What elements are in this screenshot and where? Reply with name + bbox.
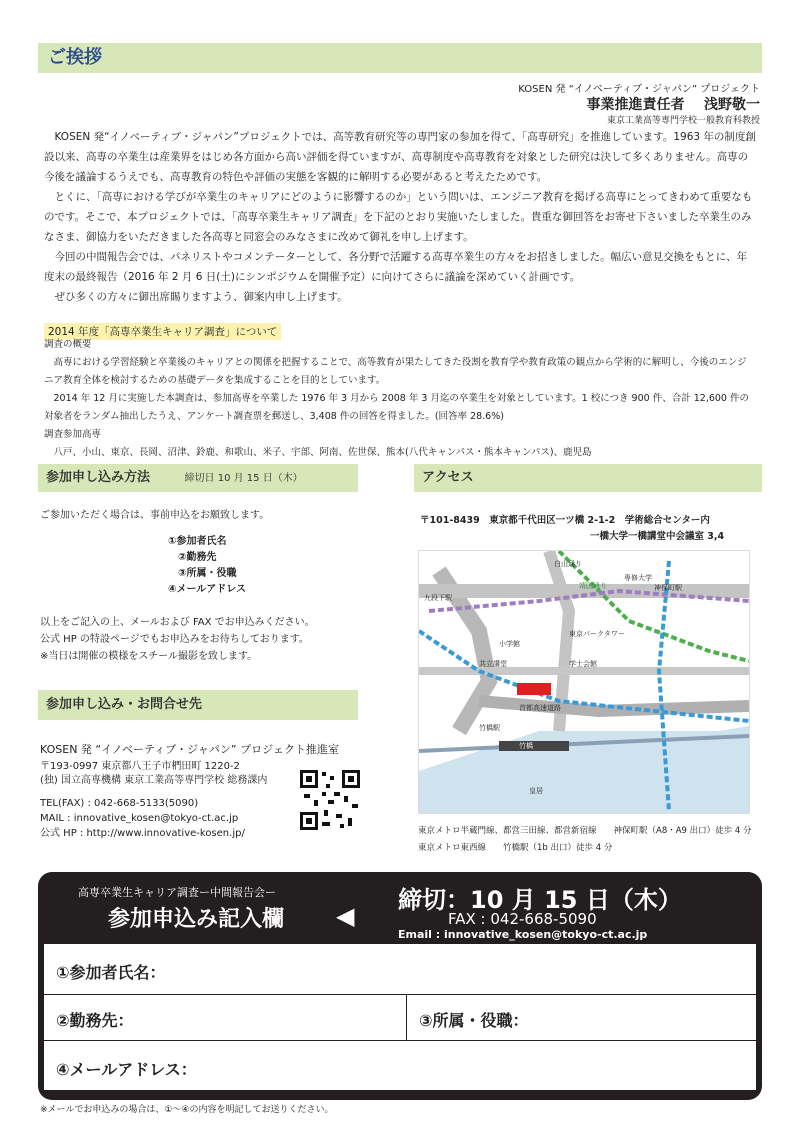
greeting-paragraph: 今回の中間報告会では、パネリストやコメンテーターとして、各分野で活躍する高専卒業生の方々をお招きしました。幅広い意見交換をもとに、年度末の最終報告（2016 年 2 月 6 日(土)にシンポジウムを開催予定）に向けてさらに議論を深めていく計画です。 [44, 251, 748, 283]
apply-heading: 参加申し込み方法 [46, 470, 151, 485]
survey-schools-label: 調査参加高専 [44, 429, 102, 440]
form-footnote: ※メールでお申込みの場合は、①〜④の内容を明記してお送りください。 [40, 1105, 334, 1115]
map-label-takebashi: 竹橋 [519, 742, 533, 750]
leader [587, 94, 761, 114]
contact-heading-bar [38, 690, 358, 720]
greeting-paragraph: ぜひ多くの方々に御出席賜りますよう、御案内申し上げます。 [54, 291, 348, 303]
form-deadline: 締切：10 月 15 日（木） [398, 886, 682, 914]
access-route2: 東京メトロ東西線 竹橋駅（1b 出口）徒歩 4 分 [418, 843, 613, 853]
apply-item: ③所属・役職 [178, 568, 237, 579]
survey-overview-paragraph: 高専における学習経験と卒業後のキャリアとの関係を把握することで、高等教育が果たしてきた役割を教育学や教育政策の観点から学術的に解明し、今後のエンジニア教育全体を検討するための基礎データを集成することを目的としています。 [44, 357, 747, 386]
map-label-yasukuni: 靖国通り [579, 582, 607, 590]
leader-affiliation: 東京工業高等専門学校一般教育科教授 [606, 116, 760, 126]
form-subtitle: 高専卒業生キャリア調査ー中間報告会ー [78, 886, 276, 899]
map-label-takebashi-station: 竹橋駅 [479, 724, 500, 732]
map-label-shirayama: 白山通り [554, 560, 582, 568]
email-label: ④メールアドレス： [56, 1060, 197, 1079]
access-address2: 一橋大学一橋講堂中会議室 3,4 [590, 531, 725, 542]
map-label-jinbocho: 神保町駅 [654, 584, 682, 592]
greeting-heading: ご挨拶 [48, 47, 102, 68]
apply-intro: ご参加いただく場合は、事前申込をお願致します。 [40, 510, 270, 521]
application-form [38, 872, 762, 1100]
affiliation-label: ③所属・役職： [419, 1011, 529, 1030]
greeting-heading-bar [38, 43, 762, 73]
apply-note: 公式 HP の特設ページでもお申込みをお待ちしております。 [40, 634, 309, 645]
arrow-left-icon: ◀ [336, 902, 355, 930]
survey-title: 2014 年度「高専卒業生キャリア調査」について [44, 323, 281, 340]
survey-overview-paragraph: 2014 年 12 月に実施した本調査は、参加高専を卒業した 1976 年 3 月から 2008 年 3 月迄の卒業生を対象としています。1 校につき 900 件、合計 12,600 件の対象者をランダム抽出したうえ、アンケート調査票を郵送し、3,408 件の回答を得ました。(回答率 28.6%) [44, 393, 749, 422]
contact-tel: TEL(FAX) : 042-668-5133(5090) [40, 798, 199, 809]
form-title: 参加申込み記入欄 [108, 907, 285, 932]
map-label-senshu: 専修大学 [624, 574, 652, 582]
survey-body [44, 336, 756, 462]
apply-item: ②勤務先 [178, 552, 217, 563]
access-heading: アクセス [422, 470, 474, 485]
workplace-label: ②勤務先： [56, 1011, 134, 1030]
map-label-shogakukan: 小学館 [499, 640, 520, 648]
apply-item: ④メールアドレス [168, 584, 246, 595]
form-email: Email : innovative_kosen@tokyo-ct.ac.jp [398, 928, 648, 941]
map-label-expressway: 首都高速道路 [519, 704, 561, 712]
contact-hp[interactable]: 公式 HP : http://www.innovative-kosen.jp/ [40, 828, 245, 839]
access-heading-bar [414, 464, 762, 492]
greeting-paragraph: とくに、「高専における学びが卒業生のキャリアにどのように影響するのか」という問いは、エンジニア教育を掲げる高専にとってきわめて重要なものです。そこで、本プロジェクトでは、「高専卒業生キャリア調査」を下記のとおり実施いたしました。貴重な御回答をお寄せ下さいました卒業生のみなさま、御協力をいただきました各高専と同窓会のみなさまに改めて御礼を申し上げます。 [44, 191, 753, 243]
survey-schools: 八戸、小山、東京、長岡、沼津、鈴鹿、和歌山、米子、宇部、阿南、佐世保、熊本(八代キャンパス・熊本キャンパス)、鹿児島 [53, 447, 592, 458]
survey-overview-label: 調査の概要 [44, 339, 92, 350]
form-fields [44, 944, 756, 1090]
participant-name-label: ①参加者氏名： [56, 963, 166, 982]
contact-links [40, 796, 245, 841]
form-fax: FAX : 042-668-5090 [448, 910, 597, 928]
access-address1: 〒101-8439 東京都千代田区一ツ橋 2-1-2 学術総合センター内 [420, 515, 710, 526]
apply-notes [40, 614, 315, 665]
apply-note: ※当日は開催の模様をスチール撮影を致します。 [40, 651, 258, 662]
map-label-gakushikaikan: 学士会館 [569, 660, 597, 668]
access-map[interactable] [418, 550, 750, 814]
qr-code[interactable] [300, 770, 360, 830]
contact-heading: 参加申し込み・お問合せ先 [46, 697, 203, 712]
apply-heading-bar [38, 464, 358, 492]
affiliation-field[interactable] [406, 994, 756, 1041]
contact-mail[interactable]: MAIL : innovative_kosen@tokyo-ct.ac.jp [40, 813, 239, 824]
leader-name: 浅野敬一 [704, 97, 760, 113]
contact-org: KOSEN 発 “イノベーティブ・ジャパン” プロジェクト推進室 [40, 743, 339, 756]
email-field[interactable] [44, 1041, 756, 1091]
contact-line: 〒193-0997 東京都八王子市椚田町 1220-2 [40, 761, 240, 772]
contact-lines [40, 760, 267, 788]
venue-marker [517, 683, 551, 695]
map-label-kudanshita-station: 九段下駅 [424, 594, 452, 602]
access-route1: 東京メトロ半蔵門線、都営三田線、都営新宿線 神保町駅（A8・A9 出口）徒歩 4 分 [418, 826, 752, 836]
map-label-park-tower: 東京パークタワー [569, 630, 625, 638]
apply-deadline: 締切日 10 月 15 日（木） [184, 473, 303, 484]
contact-line: (独) 国立高専機構 東京工業高等専門学校 総務課内 [40, 775, 268, 786]
project-line: KOSEN 発 “イノベーティブ・ジャパン” プロジェクト [518, 84, 760, 95]
leader-title: 事業推進責任者 [586, 97, 685, 113]
map-label-kyoritsu: 共立講堂 [479, 660, 507, 668]
apply-item: ①参加者氏名 [168, 536, 227, 547]
greeting-body [44, 127, 756, 307]
apply-items [168, 534, 246, 598]
greeting-paragraph: KOSEN 発“イノベーティブ・ジャパン”プロジェクトでは、高等教育研究等の専門家の参加を得て、「高専研究」を推進しています。1963 年の制度創設以来、高専の卒業生は産業界をはじめ各方面から高い評価を得ていますが、高専制度や高専教育を対象とした研究は決して多くありません。高専の今後を議論するうえでも、高専教育の特色や評価の実態を客観的に解明する必要があると考えたためです。 [44, 131, 756, 183]
workplace-field[interactable] [44, 994, 406, 1041]
map-label-kokyo: 皇居 [529, 787, 543, 795]
participant-name-field[interactable] [44, 944, 756, 995]
apply-note: 以上をご記入の上、メールおよび FAX でお申込みください。 [40, 617, 315, 628]
